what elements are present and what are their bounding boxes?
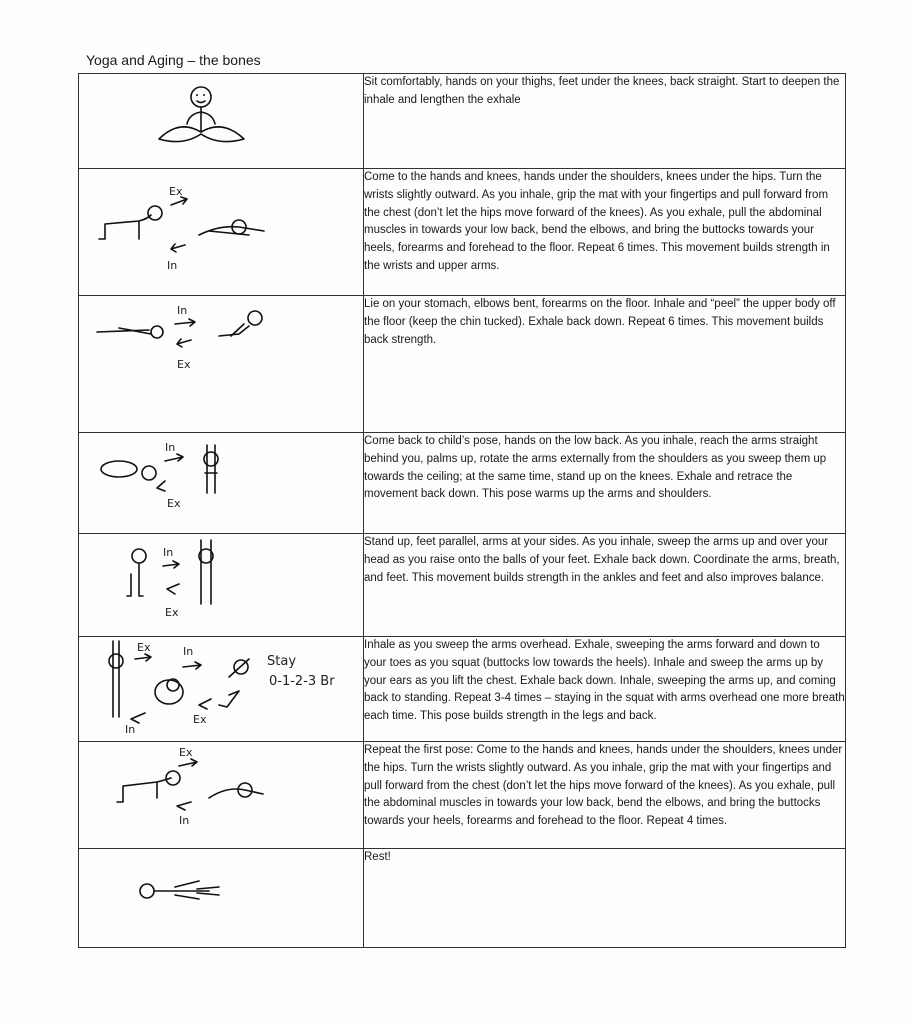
instruction-text: Repeat the first pose: Come to the hands and knees, hands under the shoulders, knees under the hips. Turn the wrists slightly outward. As you inhale, grip the mat with your fingertips and pull forward from the chest (don’t let the hips move forward of the knees). As you exhale, pull the abdominal muscles in towards your low back, bend the elbows, and bring the buttocks towards your heels, forearms and forehead to the floor. Repeat 4 times. <box>364 742 846 849</box>
figure-cell <box>79 534 364 637</box>
label-in-top: In <box>183 645 194 658</box>
squat-sketch <box>79 637 363 741</box>
figure-cell <box>79 637 364 742</box>
label-ex: Ex <box>165 606 179 619</box>
label-in-bottom: In <box>125 723 136 736</box>
exercise-table <box>78 73 846 948</box>
table-row <box>79 169 846 296</box>
childs-pose-sketch <box>79 433 363 533</box>
label-stay: Stay <box>267 654 297 669</box>
label-ex: Ex <box>179 746 193 759</box>
prone-sketch <box>79 296 363 432</box>
standing-sketch <box>79 534 363 636</box>
figure-cell <box>79 74 364 169</box>
table-row <box>79 433 846 534</box>
hands-knees-repeat-sketch <box>79 742 363 848</box>
table-row <box>79 742 846 849</box>
label-in: In <box>177 304 188 317</box>
rest-sketch <box>79 849 363 947</box>
label-in: In <box>179 814 190 827</box>
instruction-text: Rest! <box>364 849 846 948</box>
label-in: In <box>167 259 178 272</box>
label-ex: Ex <box>177 358 191 371</box>
hands-knees-sketch <box>79 169 363 295</box>
table-row <box>79 534 846 637</box>
label-ex-bottom: Ex <box>193 713 207 726</box>
label-in: In <box>165 441 176 454</box>
label-count: 0-1-2-3 Br <box>269 674 335 689</box>
figure-cell <box>79 849 364 948</box>
instruction-text: Come back to child’s pose, hands on the low back. As you inhale, reach the arms straight behind you, palms up, rotate the arms externally from the shoulders as you sweep them up towards the ceiling; at the same time, stand up on the knees. Exhale and retrace the movement back down. This pose warms up the arms and shoulders. <box>364 433 846 534</box>
label-ex: Ex <box>169 185 183 198</box>
instruction-text: Come to the hands and knees, hands under the shoulders, knees under the hips. Turn the wrists slightly outward. As you inhale, grip the mat with your fingertips and pull forward from the chest (don’t let the hips move forward of the knees). As you exhale, pull the abdominal muscles in towards your low back, bend the elbows, and bring the buttocks towards your heels, forearms and forehead to the floor. Repeat 6 times. This movement builds strength in the wrists and upper arms. <box>364 169 846 296</box>
figure-cell <box>79 742 364 849</box>
table-row <box>79 849 846 948</box>
instruction-text: Stand up, feet parallel, arms at your sides. As you inhale, sweep the arms up and over your head as you raise onto the balls of your feet. Exhale back down. Coordinate the arms, breath, and feet. This movement builds strength in the ankles and feet and also improves balance. <box>364 534 846 637</box>
label-in: In <box>163 546 174 559</box>
figure-cell <box>79 296 364 433</box>
instruction-text: Sit comfortably, hands on your thighs, feet under the knees, back straight. Start to deepen the inhale and lengthen the exhale <box>364 74 846 169</box>
table-row <box>79 74 846 169</box>
label-ex-top: Ex <box>137 641 151 654</box>
figure-cell <box>79 433 364 534</box>
label-ex: Ex <box>167 497 181 510</box>
instruction-text: Lie on your stomach, elbows bent, forearms on the floor. Inhale and “peel” the upper body off the floor (keep the chin tucked). Exhale back down. Repeat 6 times. This movement builds back strength. <box>364 296 846 433</box>
table-row <box>79 637 846 742</box>
seated-pose-sketch <box>79 74 363 168</box>
instruction-text: Inhale as you sweep the arms overhead. Exhale, sweeping the arms forward and down to your toes as you squat (buttocks low towards the heels). Inhale and sweep the arms up by your ears as you lift the chest. Exhale back down. Inhale, sweeping the arms up, and coming back to standing. Repeat 3-4 times – staying in the squat with arms overhead one more breath each time. This pose builds strength in the legs and back. <box>364 637 846 742</box>
figure-cell <box>79 169 364 296</box>
document-title: Yoga and Aging – the bones <box>86 52 261 68</box>
table-row <box>79 296 846 433</box>
